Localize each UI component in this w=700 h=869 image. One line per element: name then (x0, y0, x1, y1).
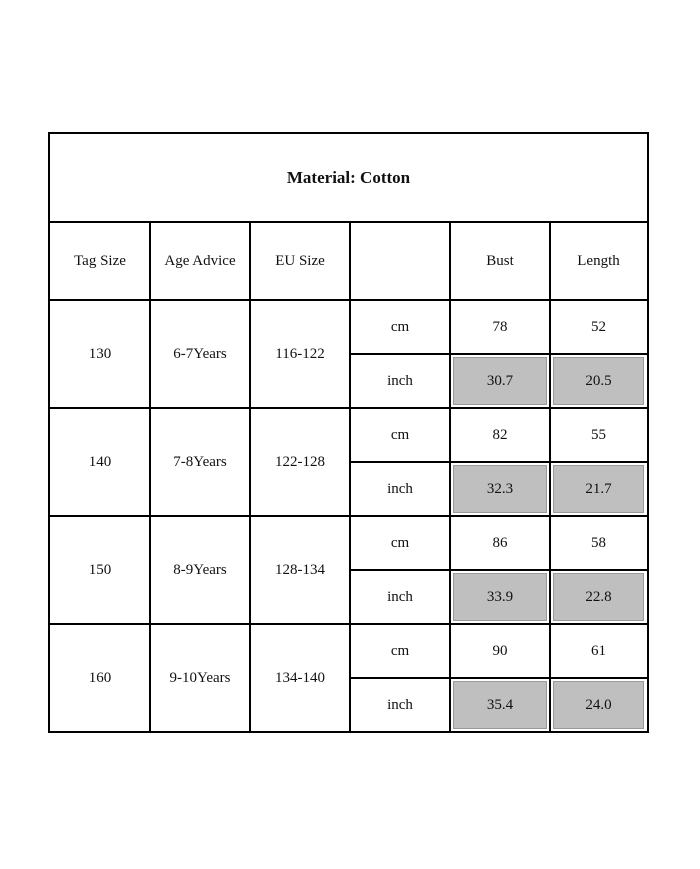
header-length: Length (577, 252, 620, 269)
grid-line (149, 222, 151, 732)
length-cm-cell: 58 (591, 534, 606, 551)
unit-inch-cell: inch (387, 588, 413, 605)
grid-line (549, 222, 551, 732)
tag-size-cell: 150 (88, 561, 112, 578)
tag-size-cell: 130 (88, 345, 112, 362)
unit-cm-cell: cm (390, 318, 410, 335)
header-eu-size: EU Size (275, 252, 325, 269)
header-tag-size: Tag Size (74, 252, 126, 269)
tag-size-cell: 160 (88, 669, 112, 686)
bust-inch-cell: 35.4 (453, 681, 547, 729)
header-unit (350, 222, 450, 300)
unit-cm-cell: cm (390, 426, 410, 443)
header-bust: Bust (486, 252, 514, 269)
length-inch-cell: 22.8 (553, 573, 644, 621)
age-advice-cell: 7-8Years (173, 453, 227, 470)
eu-size-cell: 128-134 (275, 561, 325, 578)
unit-inch-cell: inch (387, 372, 413, 389)
eu-size-cell: 116-122 (275, 345, 325, 362)
length-cm-cell: 52 (591, 318, 606, 335)
age-advice-cell: 8-9Years (173, 561, 227, 578)
grid-line (350, 677, 647, 679)
unit-cm-cell: cm (390, 534, 410, 551)
eu-size-cell: 122-128 (275, 453, 325, 470)
grid-line (350, 569, 647, 571)
unit-inch-cell: inch (387, 480, 413, 497)
header-age-advice: Age Advice (164, 252, 236, 269)
size-chart-table (48, 132, 649, 733)
bust-cm-cell: 78 (492, 318, 508, 335)
tag-size-cell: 140 (88, 453, 112, 470)
length-cm-cell: 55 (591, 426, 606, 443)
table-title: Material: Cotton (286, 168, 411, 187)
bust-inch-cell: 30.7 (453, 357, 547, 405)
grid-line (350, 353, 647, 355)
unit-cm-cell: cm (390, 642, 410, 659)
bust-cm-cell: 90 (492, 642, 508, 659)
bust-inch-cell: 32.3 (453, 465, 547, 513)
length-inch-cell: 21.7 (553, 465, 644, 513)
age-advice-cell: 6-7Years (173, 345, 227, 362)
length-inch-cell: 20.5 (553, 357, 644, 405)
grid-line (349, 222, 351, 732)
grid-line (449, 222, 451, 732)
unit-inch-cell: inch (387, 696, 413, 713)
length-inch-cell: 24.0 (553, 681, 644, 729)
grid-line (249, 222, 251, 732)
bust-inch-cell: 33.9 (453, 573, 547, 621)
grid-line (350, 461, 647, 463)
age-advice-cell: 9-10Years (169, 669, 231, 686)
length-cm-cell: 61 (591, 642, 606, 659)
bust-cm-cell: 86 (492, 534, 508, 551)
eu-size-cell: 134-140 (275, 669, 325, 686)
bust-cm-cell: 82 (492, 426, 508, 443)
